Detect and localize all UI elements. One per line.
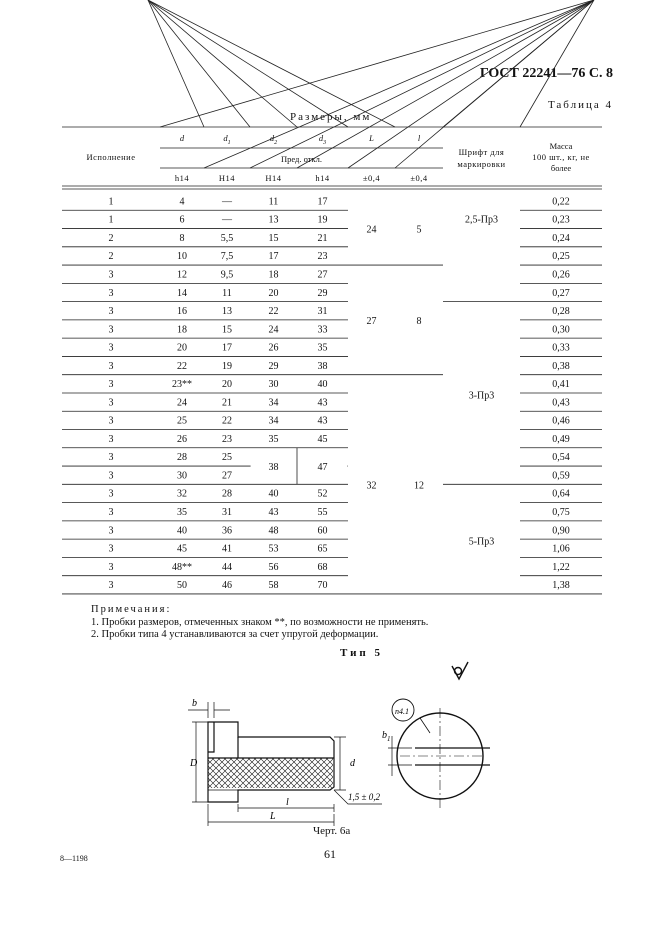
table-caption: Таблица 4: [547, 99, 613, 111]
table-cell: 44: [222, 561, 232, 573]
mass-cell: 0,28: [552, 306, 570, 318]
table-cell: 11: [268, 196, 279, 208]
table-cell: 2: [108, 232, 114, 244]
table-cell: 43: [317, 415, 328, 427]
mass-cell: 0,64: [552, 488, 570, 500]
table-cell: 35: [268, 433, 279, 445]
table-cell: 40: [268, 488, 279, 500]
table-cell: 15: [222, 324, 232, 336]
table-cell: 17: [222, 342, 232, 354]
table-cell: 40: [317, 379, 328, 391]
tolerance-cell: H14: [265, 173, 282, 183]
document-header: ГОСТ 22241—76 С. 8: [479, 66, 613, 81]
mass-cell: 1,06: [552, 543, 570, 555]
table-cell: 45: [317, 433, 328, 445]
mass-cell: 0,46: [552, 415, 570, 427]
table-cell: 36: [222, 525, 232, 537]
table-cell: 3: [108, 580, 114, 592]
table-cell: 20: [268, 287, 279, 299]
table-cell: 34: [268, 415, 279, 427]
mass-cell: 0,27: [552, 287, 570, 299]
mass-cell: 0,25: [552, 251, 570, 263]
mass-cell: 0,23: [552, 214, 570, 226]
table-cell: 4: [179, 196, 185, 208]
mass-cell: 0,24: [552, 232, 570, 244]
merged-font: 5-Пр3: [468, 536, 495, 548]
table-cell: 53: [268, 543, 279, 555]
table-cell: 3: [108, 433, 114, 445]
table-cell: 15: [268, 232, 279, 244]
table-cell: 24: [268, 324, 279, 336]
notes-title: Примечания:: [91, 604, 172, 615]
table-cell: 3: [108, 525, 114, 537]
table-cell: 23: [317, 251, 328, 263]
dim-label-L: L: [270, 811, 276, 822]
table-cell: 3: [108, 306, 114, 318]
table-cell: 26: [177, 433, 187, 445]
table-cell: 27: [317, 269, 328, 281]
table-cell: 30: [177, 470, 187, 482]
table-cell: —: [222, 214, 232, 226]
table-cell: 13: [222, 306, 232, 318]
table-cell: 56: [268, 561, 279, 573]
table-cell: 17: [317, 196, 328, 208]
table-cell: 3: [108, 397, 114, 409]
table-cell: 1: [108, 214, 114, 226]
table-cell: 46: [222, 580, 232, 592]
column-header-L: L: [369, 133, 374, 143]
table-cell: 3: [108, 488, 114, 500]
table-cell: 18: [177, 324, 187, 336]
page-number: 61: [324, 847, 336, 861]
print-code: 8—1198: [60, 854, 88, 863]
table-cell: 29: [268, 360, 279, 372]
table-cell: 70: [317, 580, 328, 592]
table-cell: 38: [317, 360, 328, 372]
table-cell: 26: [268, 342, 279, 354]
mass-cell: 0,54: [552, 452, 570, 464]
table-cell: 3: [108, 415, 114, 427]
table-cell: 50: [177, 580, 187, 592]
sizes-caption: Размеры, мм: [290, 111, 372, 123]
tolerance-cell: ±0,4: [410, 173, 428, 183]
table-cell: 14: [177, 287, 187, 299]
mass-cell: 0,33: [552, 342, 570, 354]
table-cell: 9,5: [220, 269, 234, 281]
table-cell: 34: [268, 397, 279, 409]
table-cell: 20: [222, 379, 232, 391]
table-cell: 25: [177, 415, 187, 427]
column-header-d3: $d_3$: [318, 133, 327, 146]
merged-L: 24: [366, 224, 377, 236]
mass-cell: 0,22: [552, 196, 570, 208]
note-item: 1. Пробки размеров, отмеченных знаком **, по возможности не применять.: [91, 617, 429, 628]
tolerance-cell: H14: [218, 173, 236, 183]
merged-L: 27: [366, 315, 377, 327]
merged-l: 8: [416, 315, 422, 327]
table-cell: 23**: [172, 379, 192, 391]
table-cell: 43: [317, 397, 328, 409]
table-cell: 60: [317, 525, 328, 537]
column-header-mass: 100 шт., кг, не: [532, 152, 590, 162]
mass-cell: 0,26: [552, 269, 570, 281]
column-header-d2: $d_2$: [269, 133, 278, 146]
table-cell: 29: [317, 287, 328, 299]
table-cell: 23: [222, 433, 232, 445]
table-cell-merged: 47: [317, 462, 328, 474]
table-cell: 18: [268, 269, 279, 281]
mass-cell: 0,75: [552, 507, 570, 519]
dim-label-chamfer: 1,5 ± 0,2: [348, 792, 380, 802]
table-cell: 35: [177, 507, 187, 519]
table-cell: 58: [268, 580, 279, 592]
table-cell: 19: [317, 214, 328, 226]
dim-label-d: d: [350, 758, 355, 769]
table-cell: 3: [108, 324, 114, 336]
table-cell: 48**: [172, 561, 192, 573]
mass-cell: 0,41: [552, 379, 570, 391]
table-cell: 21: [317, 232, 328, 244]
table-cell: 33: [317, 324, 328, 336]
table-cell: —: [222, 196, 232, 208]
table-grid: [62, 0, 602, 594]
table-cell: 28: [177, 452, 187, 464]
table-cell: 22: [268, 306, 279, 318]
mass-cell: 0,90: [552, 525, 570, 537]
table-cell: 21: [222, 397, 232, 409]
table-cell: 22: [177, 360, 187, 372]
dim-label-b: b: [192, 698, 197, 709]
table-cell: 1: [108, 196, 114, 208]
dim-label-D: D: [190, 758, 198, 769]
table-cell: 24: [177, 397, 187, 409]
table-cell: 3: [108, 360, 114, 372]
table-cell: 12: [177, 269, 187, 281]
tolerance-cell: ±0,4: [362, 173, 381, 183]
mass-cell: 1,22: [552, 561, 570, 573]
column-header-font: Шрифт для: [458, 147, 505, 157]
table-cell: 16: [177, 306, 187, 318]
table-cell: 52: [317, 488, 328, 500]
table-cell: 48: [268, 525, 279, 537]
note-item: 2. Пробки типа 4 устанавливаются за счет упругой деформации.: [91, 629, 379, 640]
table-cell: 3: [108, 561, 114, 573]
table-cell: 25: [222, 452, 232, 464]
column-header-d1: $d_1$: [223, 133, 231, 146]
table-cell: 3: [108, 269, 114, 281]
merged-l: 12: [414, 480, 424, 492]
table-cell: 6: [179, 214, 185, 226]
column-header-mass: Масса: [549, 141, 573, 151]
merged-l: 5: [416, 224, 422, 236]
table-cell: 2: [108, 251, 114, 263]
table-cell: 17: [268, 251, 279, 263]
drawing-caption: Черт. 6а: [313, 825, 351, 837]
column-header-font: маркировки: [457, 159, 506, 169]
merged-font: 3-Пр3: [468, 390, 495, 402]
mass-cell: 0,43: [552, 397, 570, 409]
mass-cell: 1,38: [552, 580, 570, 592]
table-cell: 10: [177, 251, 187, 263]
table-cell: 3: [108, 507, 114, 519]
marking-label: п4.1: [395, 707, 409, 716]
plug-side-view: [208, 722, 334, 802]
mass-cell: 0,30: [552, 324, 570, 336]
column-header-l: l: [417, 133, 421, 143]
table-cell: 20: [177, 342, 187, 354]
table-cell: 3: [108, 287, 114, 299]
table-cell: 3: [108, 543, 114, 555]
column-header-mass: более: [550, 163, 572, 173]
mass-cell: 0,49: [552, 433, 570, 445]
type-title: Тип 5: [340, 647, 383, 659]
table-cell: 35: [317, 342, 328, 354]
table-cell: 27: [222, 470, 232, 482]
table-cell: 31: [317, 306, 328, 318]
table-cell: 55: [317, 507, 328, 519]
mass-cell: 0,38: [552, 360, 570, 372]
table-cell: 3: [108, 452, 114, 464]
table-cell: 68: [317, 561, 328, 573]
table-cells: [86, 133, 589, 591]
roughness-mark-icon: [452, 662, 468, 679]
table-cell: 31: [222, 507, 232, 519]
table-cell: 19: [222, 360, 232, 372]
merged-font: 2,5-Пр3: [464, 214, 499, 226]
mass-cell: 0,59: [552, 470, 570, 482]
column-header-d: d: [179, 133, 185, 143]
tolerance-cell: h14: [315, 173, 330, 183]
table-cell: 3: [108, 379, 114, 391]
tolerance-cell: h14: [174, 173, 190, 183]
table-cell: 5,5: [220, 232, 234, 244]
tolerance-header: Пред. откл.: [281, 154, 322, 164]
table-cell: 43: [268, 507, 279, 519]
table-cell: 13: [268, 214, 279, 226]
table-cell: 8: [179, 232, 185, 244]
table-cell: 7,5: [220, 251, 234, 263]
table-cell: 40: [177, 525, 187, 537]
table-cell: 28: [222, 488, 232, 500]
table-cell-merged: 38: [268, 462, 279, 474]
table-cell: 41: [222, 543, 232, 555]
dim-label-l: l: [286, 797, 289, 808]
table-cell: 3: [108, 470, 114, 482]
column-header-ispolnenie: Исполнение: [86, 152, 136, 162]
technical-drawing: [0, 640, 661, 830]
table-cell: 32: [177, 488, 187, 500]
table-cell: 22: [222, 415, 232, 427]
table-cell: 11: [222, 287, 232, 299]
dim-label-b1: $b_1$: [382, 730, 391, 743]
table-cell: 45: [177, 543, 187, 555]
table-cell: 65: [317, 543, 328, 555]
merged-L: 32: [366, 480, 377, 492]
table-cell: 30: [268, 379, 279, 391]
table-cell: 3: [108, 342, 114, 354]
